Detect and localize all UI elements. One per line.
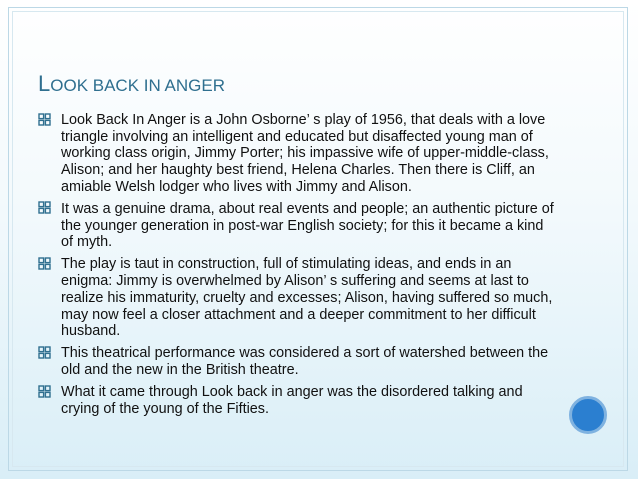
bullet-square-icon — [38, 113, 51, 126]
bullet-item — [38, 112, 558, 196]
bullet-text: What it came through Look back in anger was the disordered talking and crying of the young of the Fifties. — [61, 384, 523, 417]
bullet-list — [38, 112, 558, 423]
decorative-circle-icon — [569, 396, 607, 434]
bullet-item — [38, 201, 558, 251]
slide-title-rest: OOK BACK IN ANGER — [50, 76, 226, 95]
bullet-square-icon — [38, 346, 51, 359]
slide-title-first-letter: L — [38, 71, 51, 96]
bullet-text: It was a genuine drama, about real events and people; an authentic picture of the younger generation in post-war English society; for this it became a kind of myth. — [61, 200, 554, 251]
bullet-square-icon — [38, 385, 51, 398]
bullet-text: Look Back In Anger is a John Osborne’ s play of 1956, that deals with a love triangle involving an intelligent and educated but disaffected young man of working class origin, Jimmy Porter; his impassive wife of upper-middle-class, Alison; and her haughty best friend, Helena Charles. Then there is Cliff, an amiable Welsh lodger who lives with Jimmy and Alison. — [61, 112, 549, 195]
slide-title — [38, 64, 225, 96]
bullet-item — [38, 345, 558, 378]
bullet-text: The play is taut in construction, full of stimulating ideas, and ends in an enigma: Jimmy is overwhelmed by Alison’ s suffering and seems at last to realize his immaturity, cruelty and excesses; Alison, having suffered so much, may now feel a closer attachment and a deeper commitment to her difficult husband. — [61, 256, 553, 340]
bullet-square-icon — [38, 257, 51, 270]
bullet-item — [38, 256, 558, 340]
bullet-square-icon — [38, 201, 51, 214]
bullet-item — [38, 384, 558, 417]
bullet-text: This theatrical performance was considered a sort of watershed between the old and the new in the British theatre. — [61, 345, 549, 379]
